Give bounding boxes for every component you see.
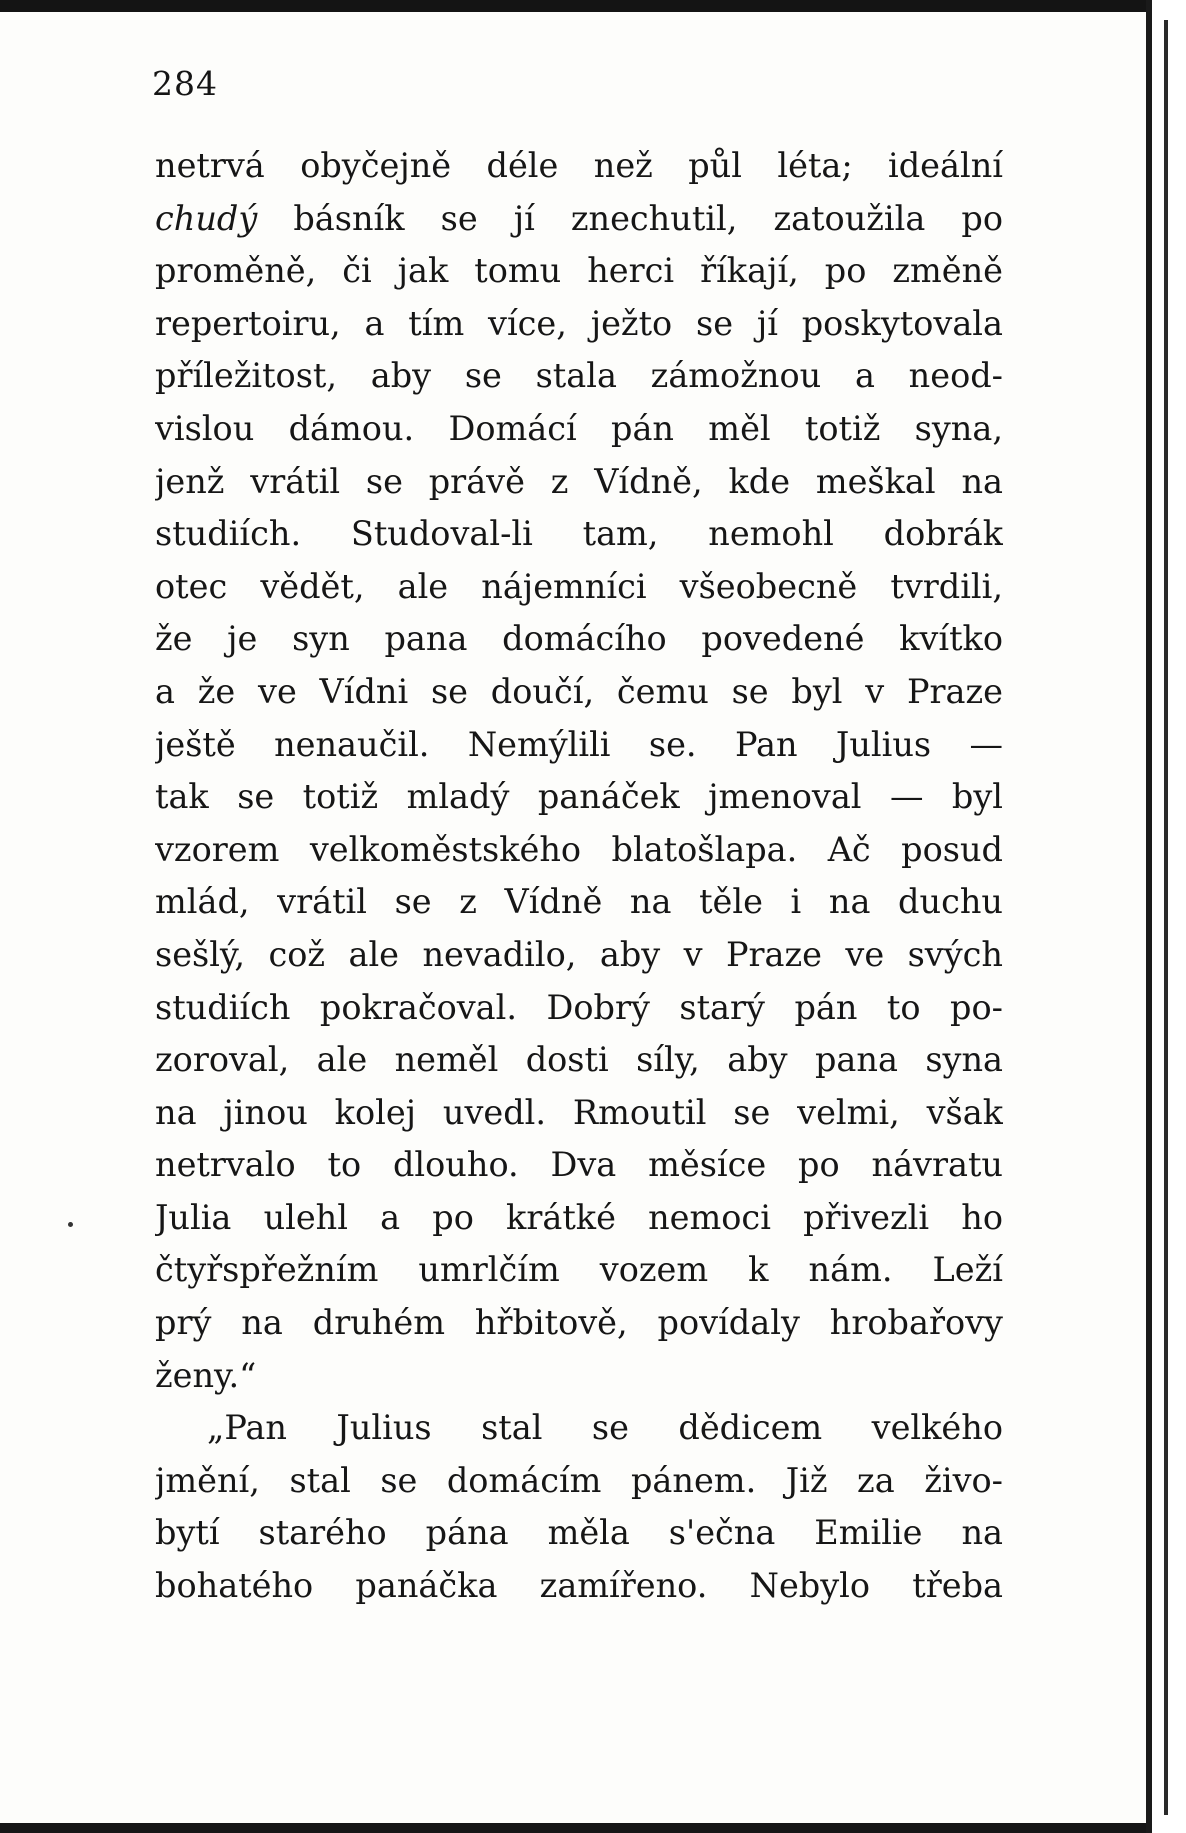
italic-word: chudý [155, 198, 258, 238]
text-line: otec vědět, ale nájemníci všeobecně tvrdili, [155, 566, 1003, 606]
text-line: mlád, vrátil se z Vídně na těle i na duchu [155, 882, 1003, 922]
scan-speck [68, 1222, 73, 1227]
text-line: studiích pokračoval. Dobrý starý pán to po- [155, 987, 1003, 1027]
text-line: netrvá obyčejně déle než půl léta; ideální [155, 146, 1003, 185]
text-line: bytí starého pána měla s'ečna Emilie na [155, 1513, 1003, 1553]
text-line: jmění, stal se domácím pánem. Již za živo- [155, 1460, 1003, 1500]
scan-edge-bottom [0, 1823, 1186, 1833]
text-line: proměně, či jak tomu herci říkají, po změně [155, 251, 1003, 291]
text-line: příležitost, aby se stala zámožnou a neod- [155, 356, 1003, 396]
text-line: chudý básník se jí znechutil, zatoužila po [155, 198, 1003, 238]
text-line: vzorem velkoměstského blatošlapa. Ač posud [155, 829, 1003, 869]
text-line: netrvalo to dlouho. Dva měsíce po návratu [155, 1145, 1003, 1185]
text-line: studiích. Studoval-li tam, nemohl dobrák [155, 514, 1003, 554]
text-line: zoroval, ale neměl dosti síly, aby pana syna [155, 1040, 1003, 1080]
text-line: Julia ulehl a po krátké nemoci přivezli ho [155, 1197, 1003, 1237]
body-text [155, 140, 1003, 1613]
text-line: repertoiru, a tím více, ježto se jí poskytovala [155, 303, 1003, 343]
text-line: že je syn pana domácího povedené kvítko [155, 619, 1003, 659]
text-line: ženy.“ [155, 1355, 257, 1395]
text-line: jenž vrátil se právě z Vídně, kde meškal na [155, 461, 1003, 501]
text-line: na jinou kolej uvedl. Rmoutil se velmi, však [155, 1092, 1003, 1132]
scan-edge-top [0, 0, 1186, 12]
text-line: čtyřspřežním umrlčím vozem k nám. Leží [155, 1250, 1003, 1290]
text-line: sešlý, což ale nevadilo, aby v Praze ve svých [155, 934, 1003, 974]
page-number: 284 [152, 64, 218, 103]
paragraph-start-line: „Pan Julius stal se dědicem velkého [207, 1408, 1003, 1448]
text-line: ještě nenaučil. Nemýlili se. Pan Julius — [155, 724, 1003, 764]
text-line: tak se totiž mladý panáček jmenoval — byl [155, 777, 1003, 817]
scan-edge-right-line [1164, 20, 1168, 1815]
scan-edge-right [1146, 0, 1186, 1833]
text-line: bohatého panáčka zamířeno. Nebylo třeba [155, 1566, 1003, 1606]
text-line: a že ve Vídni se doučí, čemu se byl v Praze [155, 671, 1003, 711]
text-line: prý na druhém hřbitově, povídaly hrobařovy [155, 1303, 1003, 1343]
text-line: vislou dámou. Domácí pán měl totiž syna, [155, 408, 1003, 448]
